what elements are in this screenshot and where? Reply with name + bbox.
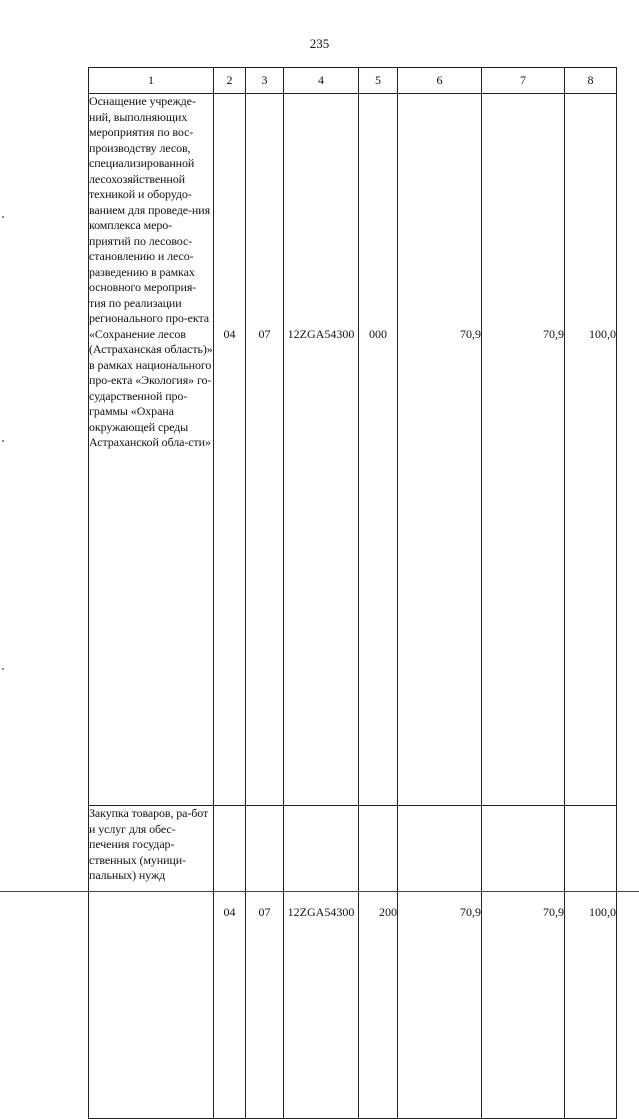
- scan-speck: [2, 668, 4, 670]
- cell-subsection: 07: [246, 94, 284, 806]
- column-header-7: 7: [482, 68, 565, 94]
- cell-value-6: 70,9: [398, 806, 482, 1119]
- column-header-4: 4: [284, 68, 359, 94]
- cell-value-8: 100,0: [565, 94, 617, 806]
- row-description: Оснащение учрежде-ний, выполняющих мероприятия по вос-производству лесов, специализированной лесохозяйственной техникой и оборудо-ванием для проведе-ния комплекса меро-приятий по лесовос-становлению и лесо-разведению в рамках основного мероприя-тия по реализации регионального про-екта «Сохранение лесов (Астраханская область)» в рамках национального про-екта «Экология» го-сударственной про-граммы «Охрана окружающей среды Астраханской обла-сти»: [89, 94, 214, 806]
- scan-speck: [2, 440, 4, 442]
- cell-section: 04: [214, 806, 246, 1119]
- page-number: 235: [309, 36, 330, 51]
- budget-table: [88, 67, 617, 1119]
- column-header-5: 5: [359, 68, 398, 94]
- cell-target-code: 12ZGA54300: [284, 94, 359, 806]
- cell-section: 04: [214, 94, 246, 806]
- column-header-6: 6: [398, 68, 482, 94]
- cell-subsection: 07: [246, 806, 284, 1119]
- cell-value-8: 100,0: [565, 806, 617, 1119]
- table-row: [89, 94, 617, 806]
- column-header-8: 8: [565, 68, 617, 94]
- scan-speck: [2, 216, 4, 218]
- cell-value-7: 70,9: [482, 806, 565, 1119]
- column-header-1: 1: [89, 68, 214, 94]
- column-header-3: 3: [246, 68, 284, 94]
- cell-expense-type: 200: [359, 806, 398, 1119]
- cell-target-code: 12ZGA54300: [284, 806, 359, 1119]
- cell-value-6: 70,9: [398, 94, 482, 806]
- cell-value-7: 70,9: [482, 94, 565, 806]
- table-row: [89, 806, 617, 1119]
- table-header-row: [89, 68, 617, 94]
- cell-expense-type: 000: [359, 94, 398, 806]
- row-description: Закупка товаров, ра-бот и услуг для обес-печения государ-ственных (муници-пальных) нужд: [89, 806, 214, 1119]
- footer-rule: [0, 891, 639, 892]
- column-header-2: 2: [214, 68, 246, 94]
